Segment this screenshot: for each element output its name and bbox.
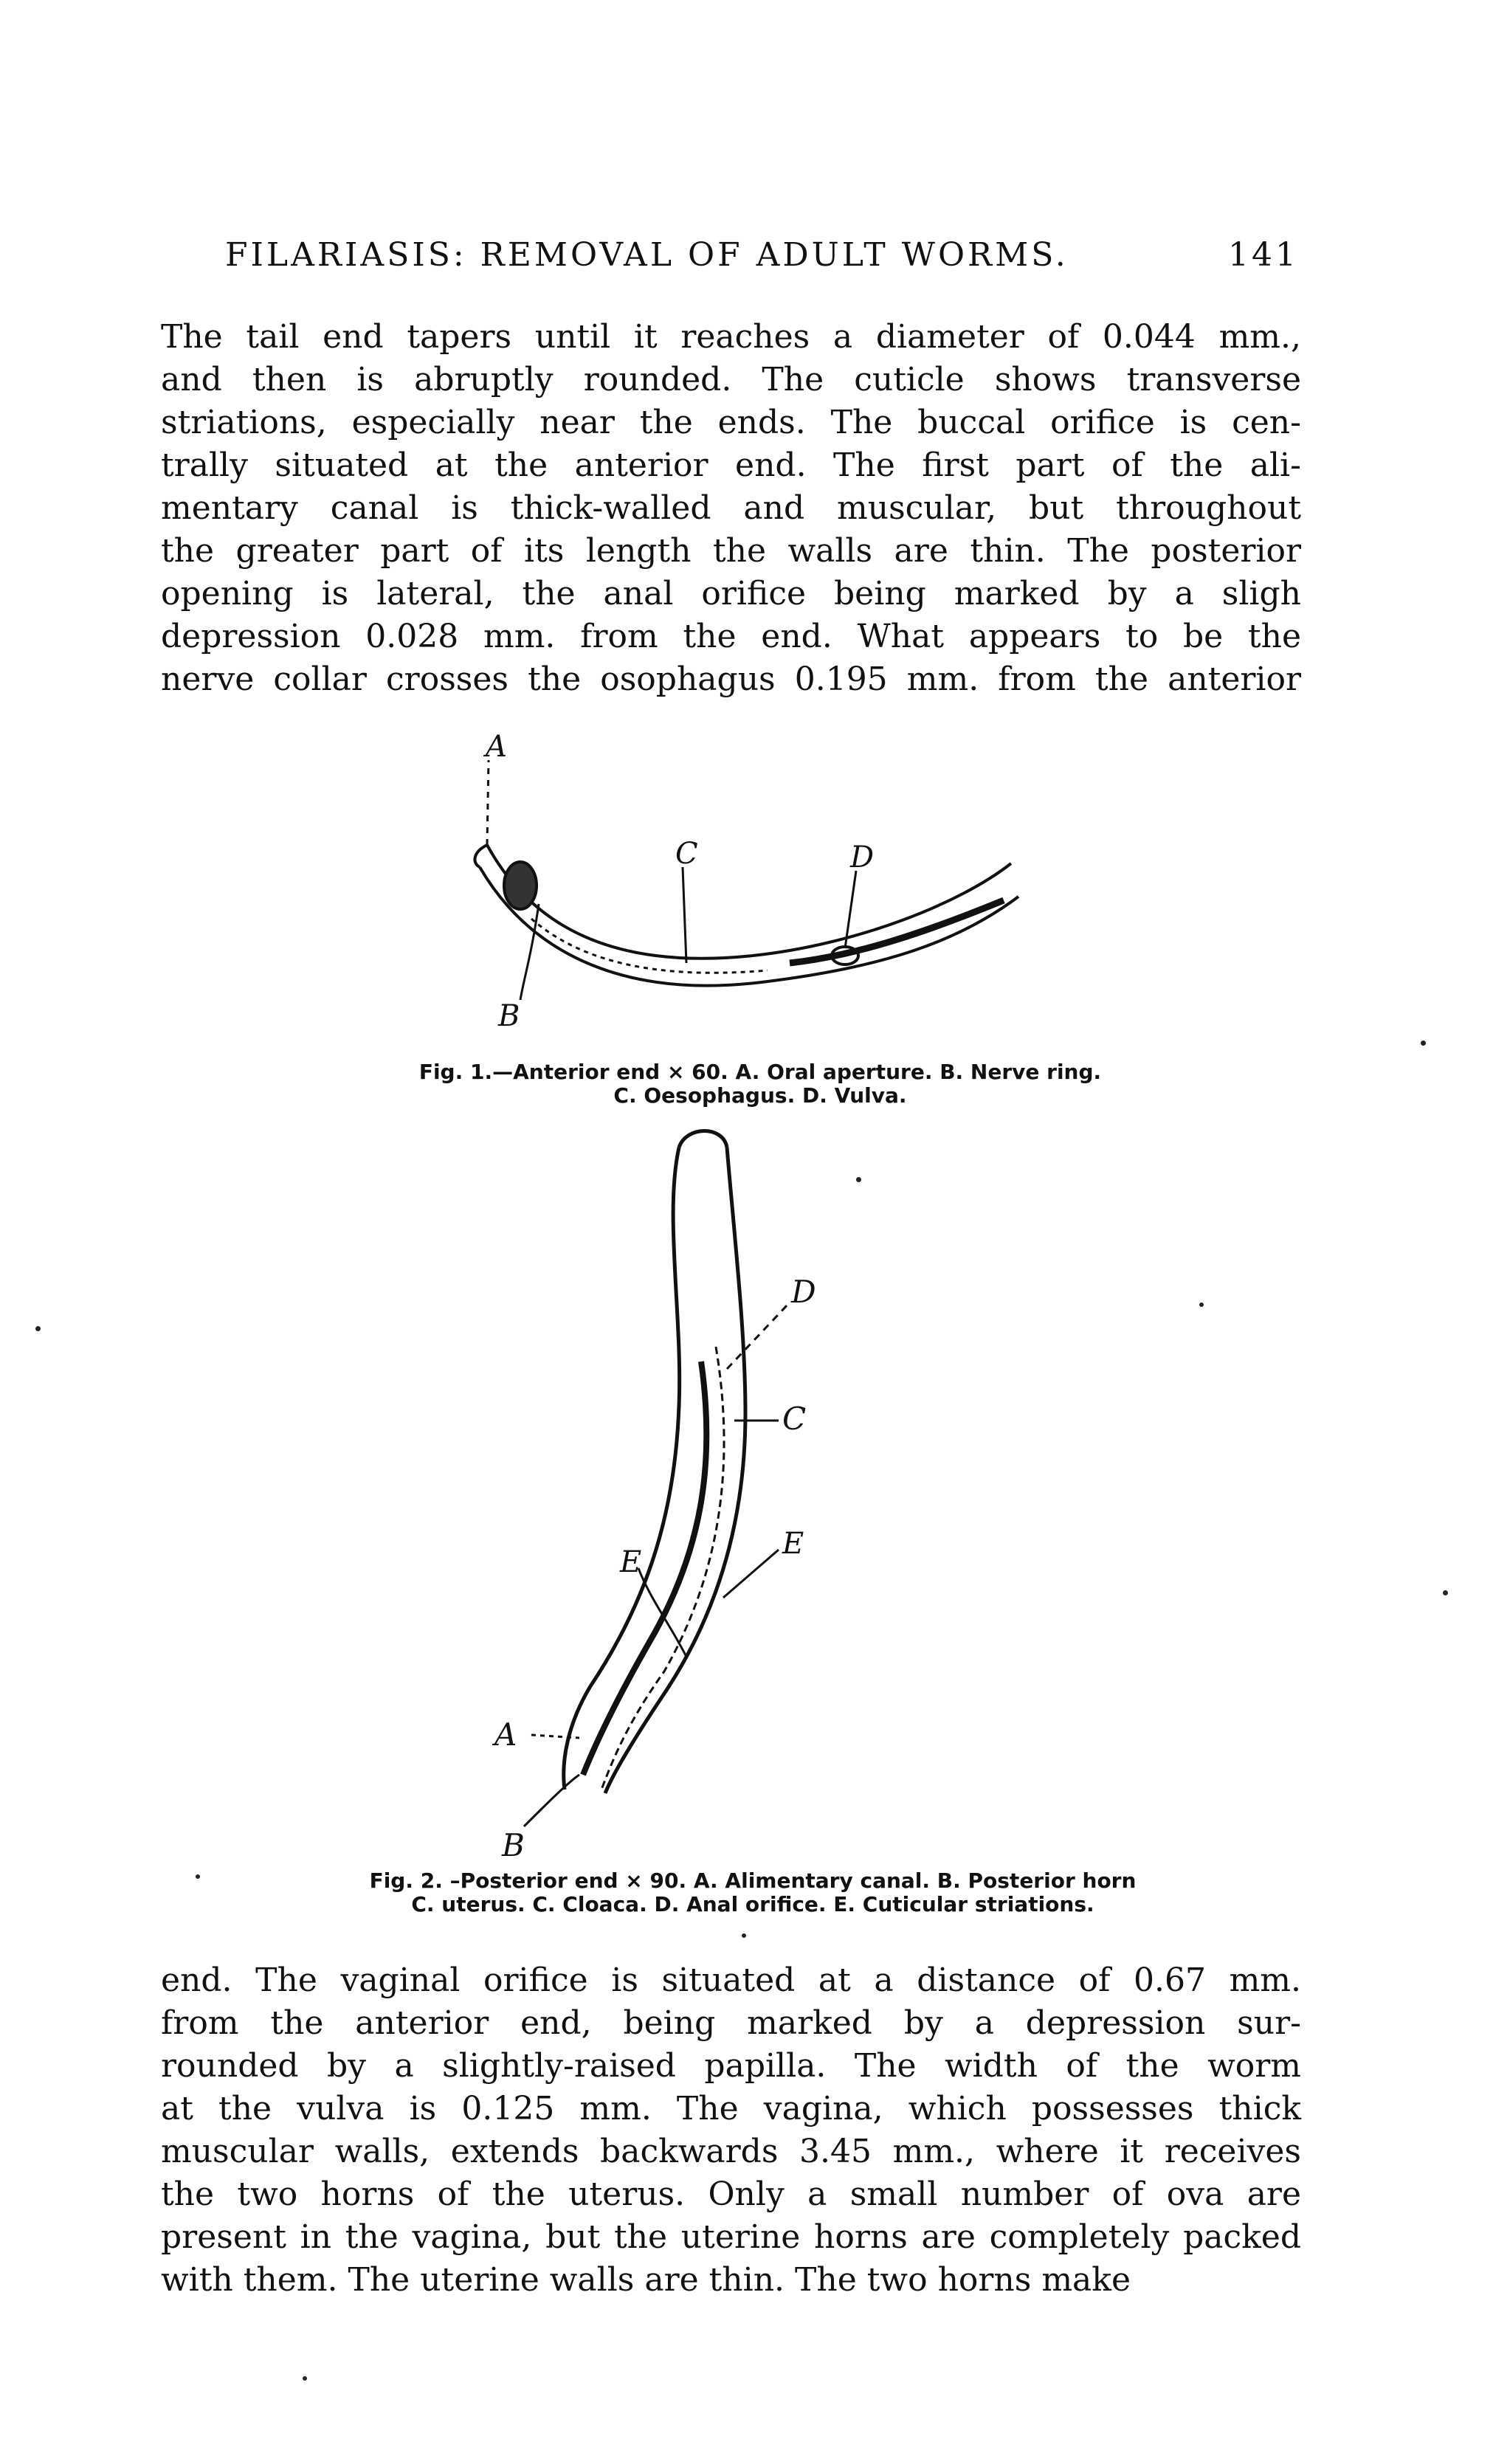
text-line: with them. The uterine walls are thin. The two horns make [161,2261,1131,2299]
worm-alimentary-canal [583,1362,706,1775]
figure-1-caption-line: C. Oesophagus. D. Vulva. [613,1083,907,1108]
figure-2-label-a: A [494,1716,517,1753]
worm-outline-upper [487,845,1011,959]
leader-line-a [487,760,489,845]
figure-2-caption [266,1869,1240,1916]
leader-line-e-right [723,1550,779,1598]
text-line: the greater part of its length the walls are thin. The posterior [161,532,1301,570]
text-line: the two horns of the uterus. Only a small number of ova are [161,2175,1301,2213]
figure-2-label-e-right: E [782,1527,804,1561]
figure-1-label-b: B [498,999,520,1033]
text-line: end. The vaginal orifice is situated at a distance of 0.67 mm. [161,1961,1301,1999]
text-line: nerve collar crosses the osophagus 0.195 mm. from the anterior [161,660,1301,698]
text-line: mentary canal is thick-walled and muscular, but throughout [161,489,1301,527]
text-line: trally situated at the anterior end. The first part of the ali- [161,446,1301,484]
leader-line-b [524,1775,579,1826]
figure-2-label-e-left: E [620,1545,642,1579]
text-line: at the vulva is 0.125 mm. The vagina, which possesses thick [161,2090,1301,2127]
text-line: opening is lateral, the anal orifice being marked by a sligh [161,575,1301,612]
figure-2-label-b: B [502,1827,525,1863]
page-number: 141 [1228,236,1299,274]
figure-2-caption-line: Fig. 2. –Posterior end × 90. A. Alimentary canal. B. Posterior horn [369,1868,1137,1893]
text-line: depression 0.028 mm. from the end. What appears to be the [161,618,1301,655]
figure-1-label-a: A [486,734,507,764]
figure-2-posterior-end [480,1125,1033,1863]
figure-2-caption-line: C. uterus. C. Cloaca. D. Anal orifice. E. Cuticular striations. [411,1892,1094,1916]
worm-rounded-end [679,1131,727,1148]
worm-internal-canal [790,900,1004,963]
text-line: The tail end tapers until it reaches a diameter of 0.044 mm., [161,318,1301,356]
scan-speck [196,1874,200,1879]
scan-speck [303,2376,307,2381]
text-line: from the anterior end, being marked by a depression sur- [161,2004,1301,2042]
leader-line-b [520,904,539,1000]
figure-2-label-d: D [791,1274,816,1310]
scan-speck [1199,1302,1204,1307]
leader-line-c [683,867,686,963]
paragraph-2 [161,1959,1301,2302]
leader-line-d [727,1302,790,1369]
figure-1-label-d: D [850,841,875,874]
worm-anterior-tip [475,845,487,867]
scan-speck [1421,1041,1426,1046]
text-line: muscular walls, extends backwards 3.45 mm., where it receives [161,2133,1301,2170]
figure-1-anterior-end [443,734,1033,1052]
scan-speck [856,1177,861,1182]
scan-speck [35,1326,41,1331]
text-line: present in the vagina, but the uterine horns are completely packed [161,2218,1301,2256]
text-line: and then is abruptly rounded. The cuticle shows transverse [161,361,1301,398]
running-head [225,236,1299,274]
figure-2-label-c: C [782,1401,807,1437]
scan-speck [1443,1590,1448,1595]
text-line: striations, especially near the ends. The buccal orifice is cen- [161,404,1301,441]
scan-speck [742,1933,746,1938]
paragraph-1 [161,316,1301,701]
figure-1-caption-line: Fig. 1.—Anterior end × 60. A. Oral aperture. B. Nerve ring. [418,1060,1102,1084]
leader-line-a [531,1735,579,1738]
nerve-ring-mark [504,862,537,909]
running-head-title: FILARIASIS: REMOVAL OF ADULT WORMS. [225,236,1069,274]
text-line: rounded by a slightly-raised papilla. The width of the worm [161,2047,1301,2085]
figure-1-label-c: C [675,837,698,871]
figure-1-caption [325,1060,1196,1108]
